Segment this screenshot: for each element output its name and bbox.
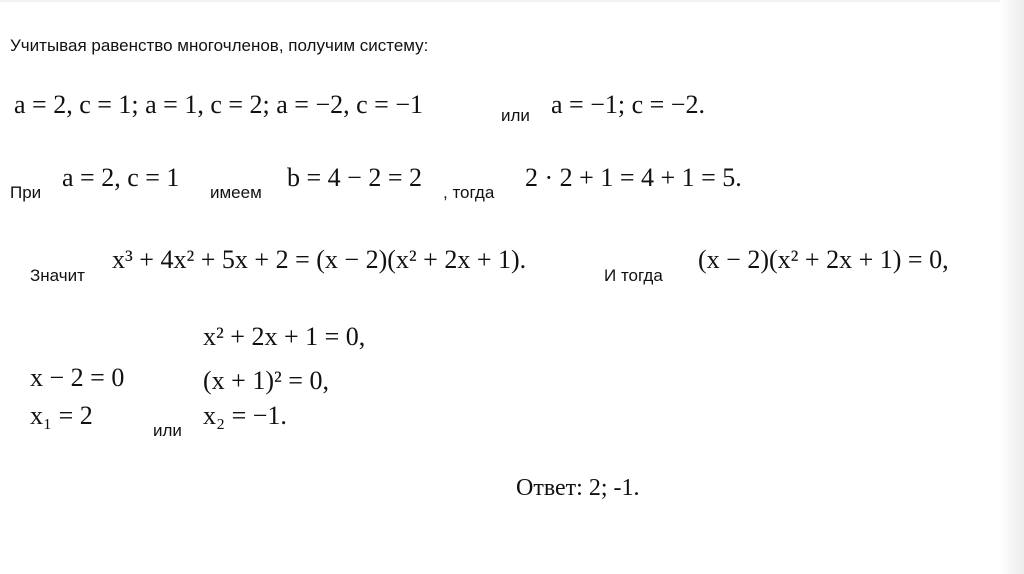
factorization-equation: x³ + 4x² + 5x + 2 = (x − 2)(x² + 2x + 1). [112,245,527,274]
top-border [0,0,1024,2]
root-x2: x₂ = −1. [203,401,287,430]
znachit-label: Значит [30,266,85,285]
system-solutions-part2: a = −1; c = −2. [551,90,705,119]
root-x1: x₁ = 2 [30,401,93,430]
square-equation: (x + 1)² = 0, [203,366,329,395]
system-solutions-part1: a = 2, c = 1; a = 1, c = 2; a = −2, c = −1 [14,90,423,119]
i-togda-label: И тогда [604,266,663,285]
or-label-2: или [153,421,182,440]
togda-label: , тогда [443,183,495,202]
quadratic-equation: x² + 2x + 1 = 0, [203,322,366,351]
pri-label: При [10,183,42,202]
or-label-1: или [501,106,530,125]
intro-text: Учитывая равенство многочленов, получим систему: [10,36,429,55]
linear-equation: x − 2 = 0 [30,363,125,392]
calc-expr: 2 · 2 + 1 = 4 + 1 = 5. [525,163,742,192]
condition-expr: a = 2, c = 1 [62,163,180,192]
b-equation: b = 4 − 2 = 2 [287,163,422,192]
product-equation: (x − 2)(x² + 2x + 1) = 0, [698,245,949,274]
imeem-label: имеем [210,183,262,202]
slide-edge-shadow [1000,0,1024,574]
answer-text: Ответ: 2; -1. [516,475,640,501]
